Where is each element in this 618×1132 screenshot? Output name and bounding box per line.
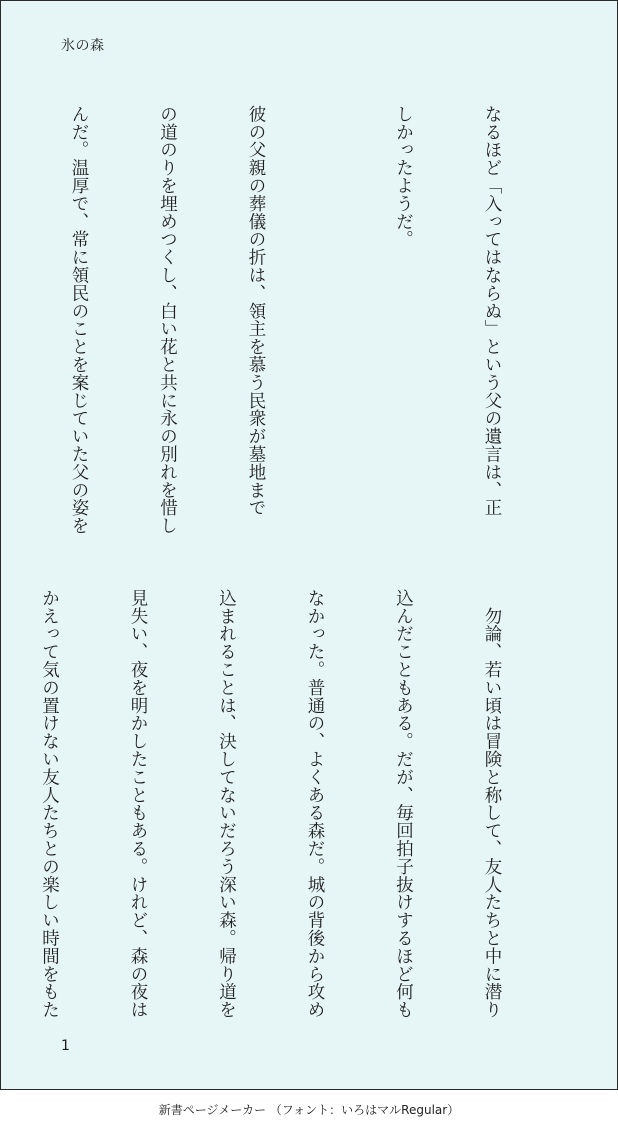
- text-block-top: [0, 105, 565, 545]
- text-line: 勿論、若い頃は冒険と称して、友人たちと中に潜り: [482, 589, 502, 1019]
- text-line: んだ。温厚で、常に領民のことを案じていた父の姿を: [69, 105, 89, 535]
- text-line: 込んだこともある。だが、毎回拍子抜けするほど何も: [393, 589, 414, 1019]
- text-line: 見失い、夜を明かしたこともある。けれど、森の夜は: [128, 589, 148, 1019]
- text-line: かえって気の置けない友人たちとの楽しい時間をもた: [39, 589, 60, 1019]
- text-line: 彼の父親の葬儀の折は、領主を慕う民衆が墓地まで: [246, 105, 266, 517]
- text-line: なかった。普通の、よくある森だ。城の背後から攻め: [305, 589, 325, 1019]
- text-line: の道のりを埋めつくし、白い花と共に永の別れを惜し: [157, 105, 178, 535]
- page-number: 1: [61, 1038, 70, 1054]
- text-line: [0, 105, 5, 545]
- book-title: 氷の森: [61, 38, 105, 54]
- text-block-bottom: [0, 589, 565, 1029]
- text-line: 込まれることは、決してないだろう深い森。帰り道を: [216, 589, 237, 1019]
- page-caption: 新書ページメーカー （フォント：いろはマルRegular）: [158, 1103, 460, 1117]
- text-line: なるほど「入ってはならぬ」という父の遺言は、正: [482, 105, 502, 517]
- text-line: しかったようだ。: [393, 105, 414, 249]
